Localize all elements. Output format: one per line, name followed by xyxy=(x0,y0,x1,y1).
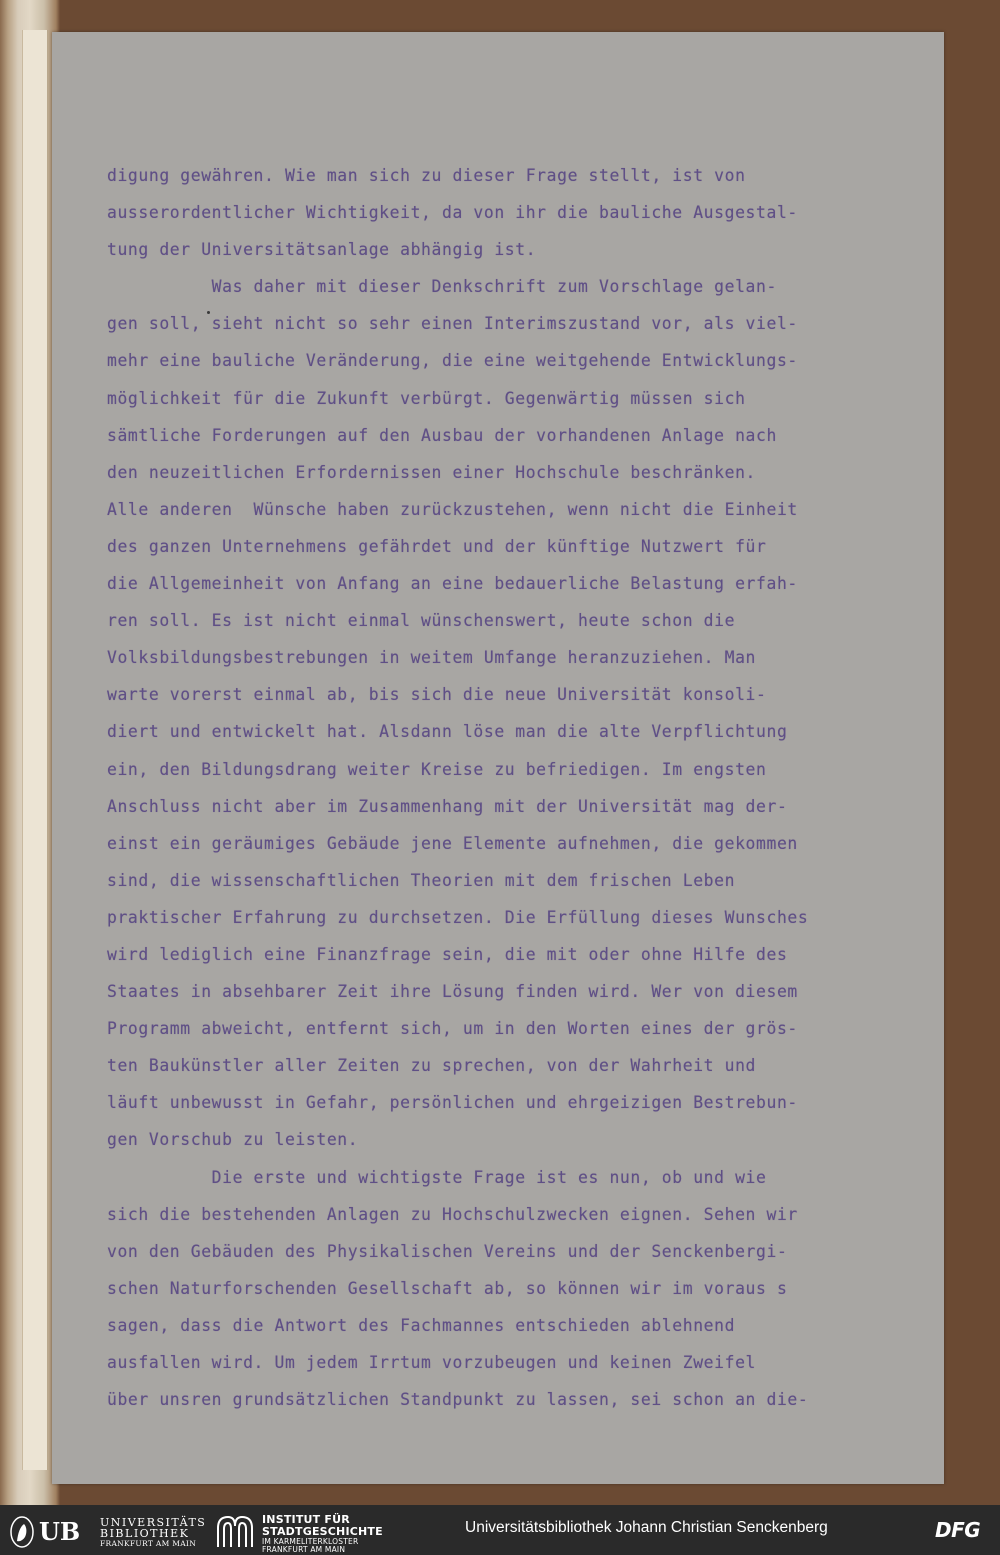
footer-bar xyxy=(0,1505,1000,1555)
text-line: mehr eine bauliche Veränderung, die eine weitgehende Entwicklungs- xyxy=(107,351,798,371)
text-line: sind, die wissenschaftlichen Theorien mit dem frischen Leben xyxy=(107,870,736,890)
isg-line2: STADTGESCHICHTE xyxy=(262,1525,383,1538)
text-line: sagen, dass die Antwort des Fachmannes entschieden ablehnend xyxy=(107,1315,736,1335)
text-line: gen Vorschub zu leisten. xyxy=(107,1130,359,1150)
text-line: diert und entwickelt hat. Alsdann löse man die alte Verpflichtung xyxy=(107,722,788,742)
goethe-portrait-icon xyxy=(8,1515,36,1549)
library-name[interactable]: Universitätsbibliothek Johann Christian Senckenberg xyxy=(465,1519,828,1536)
page-stack-edge xyxy=(22,30,48,1470)
text-line: den neuzeitlichen Erfordernissen einer Hochschule beschränken. xyxy=(107,462,757,482)
text-line: Die erste und wichtigste Frage ist es nun, ob und wie xyxy=(107,1167,767,1187)
text-line: ausfallen wird. Um jedem Irrtum vorzubeugen und keinen Zweifel xyxy=(107,1353,757,1372)
text-line: des ganzen Unternehmens gefährdet und der künftige Nutzwert für xyxy=(107,536,767,556)
text-line: wird lediglich eine Finanzfrage sein, die mit oder ohne Hilfe des xyxy=(107,944,788,964)
dfg-logo[interactable]: DFG xyxy=(935,1518,981,1542)
text-line: einst ein geräumiges Gebäude jene Elemente aufnehmen, die gekommen xyxy=(107,833,798,853)
text-line: digung gewähren. Wie man sich zu dieser Frage stellt, ist von xyxy=(107,166,746,185)
text-line: warte vorerst einmal ab, bis sich die neue Universität konsoli- xyxy=(107,685,767,705)
text-line: Volksbildungsbestrebungen in weitem Umfange heranzuziehen. Man xyxy=(107,648,757,668)
ub-line1: UNIVERSITÄTS xyxy=(100,1516,207,1529)
text-line: sämtliche Forderungen auf den Ausbau der vorhandenen Anlage nach xyxy=(107,425,777,445)
ub-logo[interactable] xyxy=(8,1515,208,1549)
ub-line3: FRANKFURT AM MAIN xyxy=(100,1539,197,1548)
text-line: tung der Universitätsanlage abhängig ist. xyxy=(107,240,537,260)
text-line: gen soll, sieht nicht so sehr einen Interimszustand vor, als viel- xyxy=(107,314,798,334)
isg-line1: INSTITUT FÜR xyxy=(262,1513,350,1526)
isg-line4: FRANKFURT AM MAIN xyxy=(262,1545,346,1554)
isg-wordmark xyxy=(262,1514,383,1554)
text-line: läuft unbewusst in Gefahr, persönlichen und ehrgeizigen Bestrebun- xyxy=(107,1093,798,1113)
text-line: ten Baukünstler aller Zeiten zu sprechen, von der Wahrheit und xyxy=(107,1056,757,1076)
text-line: schen Naturforschenden Gesellschaft ab, so können wir im voraus s xyxy=(107,1278,788,1298)
text-line: Anschluss nicht aber im Zusammenhang mit der Universität mag der- xyxy=(107,796,788,816)
text-line: Staates in absehbarer Zeit ihre Lösung finden wird. Wer von diesem xyxy=(107,982,798,1002)
text-line: die Allgemeinheit von Anfang an eine bedauerliche Belastung erfah- xyxy=(107,574,798,594)
text-line: Alle anderen Wünsche haben zurückzustehen, wenn nicht die Einheit xyxy=(107,499,798,519)
ub-mark: UB xyxy=(39,1517,81,1546)
text-line: über unsren grundsätzlichen Standpunkt zu lassen, sei schon an die- xyxy=(107,1390,809,1410)
text-line: von den Gebäuden des Physikalischen Vereins und der Senckenbergi- xyxy=(107,1241,788,1261)
isg-line3: IM KARMELITERKLOSTER xyxy=(262,1537,359,1546)
text-line: sich die bestehenden Anlagen zu Hochschulzwecken eignen. Sehen wir xyxy=(107,1204,798,1224)
typed-text-body xyxy=(107,157,867,1418)
text-line: praktischer Erfahrung zu durchsetzen. Die Erfüllung dieses Wunsches xyxy=(107,907,809,927)
text-line: ren soll. Es ist nicht einmal wünschenswert, heute schon die xyxy=(107,611,736,631)
text-line: möglichkeit für die Zukunft verbürgt. Gegenwärtig müssen sich xyxy=(107,388,746,408)
isg-logo[interactable] xyxy=(215,1513,405,1554)
text-line: ausserordentlicher Wichtigkeit, da von ihr die bauliche Ausgestal- xyxy=(107,203,798,223)
text-line: Programm abweicht, entfernt sich, um in den Worten eines der grös- xyxy=(107,1019,798,1039)
arch-columns-icon xyxy=(215,1514,255,1548)
text-line: ein, den Bildungsdrang weiter Kreise zu befriedigen. Im engsten xyxy=(107,759,767,779)
ub-wordmark xyxy=(100,1517,210,1549)
book-binding xyxy=(0,0,60,1505)
ub-line2: BIBLIOTHEK xyxy=(100,1527,190,1540)
text-line: Was daher mit dieser Denkschrift zum Vorschlage gelan- xyxy=(107,277,777,297)
